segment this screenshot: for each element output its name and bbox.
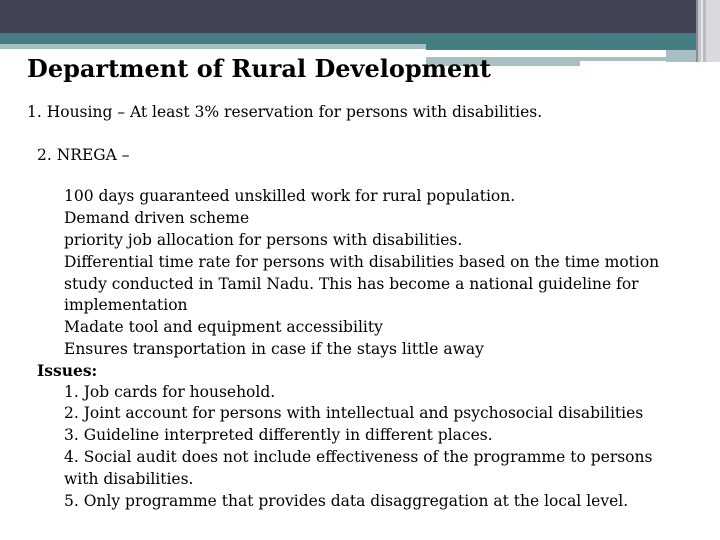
nrega-point: implementation (64, 296, 188, 314)
issue-item: with disabilities. (64, 470, 194, 488)
nrega-point: Differential time rate for persons with disabilities based on the time motion (64, 253, 660, 271)
header-strip-left (0, 44, 426, 49)
issue-item: 4. Social audit does not include effectiveness of the programme to persons (64, 448, 653, 466)
nrega-point: Madate tool and equipment accessibility (64, 318, 383, 336)
nrega-point: priority job allocation for persons with disabilities. (64, 231, 463, 249)
header-accent (0, 33, 720, 44)
item-nrega: 2. NREGA – (37, 146, 130, 164)
nrega-point: 100 days guaranteed unskilled work for rural population. (64, 187, 516, 205)
nrega-point: Demand driven scheme (64, 209, 250, 227)
item-housing: 1. Housing – At least 3% reservation for persons with disabilities. (27, 103, 543, 121)
header-band (0, 0, 720, 33)
issue-item: 1. Job cards for household. (64, 383, 276, 401)
nrega-point: study conducted in Tamil Nadu. This has become a national guideline for (64, 275, 639, 293)
header-vertical-bars (696, 0, 720, 62)
nrega-point: Ensures transportation in case if the stays little away (64, 340, 484, 358)
issues-heading: Issues: (37, 361, 98, 380)
issue-item: 3. Guideline interpreted differently in different places. (64, 426, 493, 444)
issue-item: 2. Joint account for persons with intellectual and psychosocial disabilities (64, 404, 644, 422)
slide-title: Department of Rural Development (27, 54, 491, 83)
issue-item: 5. Only programme that provides data disaggregation at the local level. (64, 492, 629, 510)
